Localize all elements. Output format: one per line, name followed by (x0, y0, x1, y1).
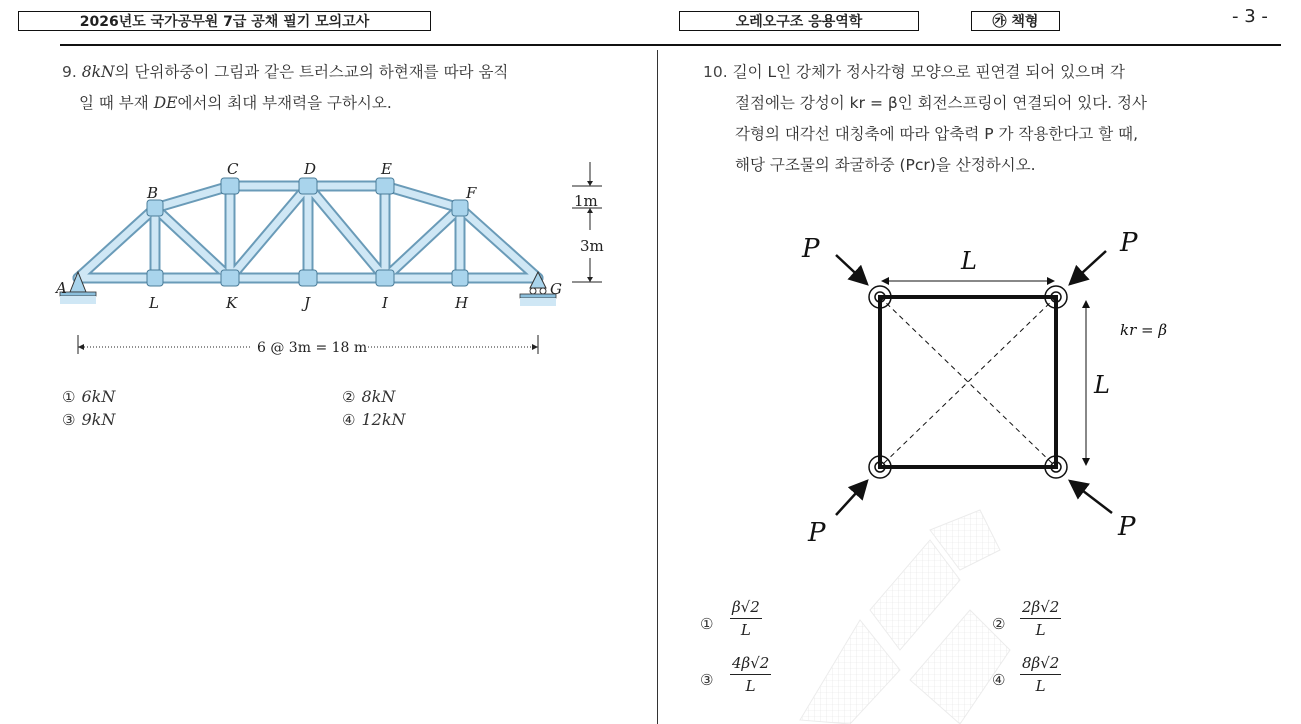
q9-line2 (62, 88, 642, 119)
exam-title: 2026년도 국가공무원 7급 공채 필기 모의고사 (79, 14, 370, 30)
q10-number: 10. (703, 63, 728, 81)
q9-line1 (62, 57, 642, 88)
page-number: - 3 - (1232, 6, 1268, 27)
q10-option-4-circle: ④ (992, 671, 1006, 689)
q10-option-4-denominator: L (1035, 677, 1046, 695)
q10-option-3-mark[interactable] (700, 670, 719, 689)
load-label-tl: P (802, 234, 820, 264)
q10-line1 (703, 57, 1268, 88)
dim-1m-label: 1m (574, 192, 598, 210)
q10-option-4[interactable] (1020, 654, 1061, 695)
q10-option-1-denominator: L (740, 621, 751, 639)
q10-option-4-mark[interactable] (992, 670, 1011, 689)
column-divider (657, 50, 658, 724)
q9-option-3[interactable] (62, 410, 115, 429)
q9-line1-text: 의 단위하중이 그림과 같은 트러스교의 하현재를 따라 움직 (114, 63, 509, 81)
q9-option-2[interactable] (342, 387, 395, 406)
node-label-j: J (304, 294, 311, 312)
q10-line2: 절점에는 강성이 kr = β인 회전스프링이 연결되어 있다. 정사 (735, 94, 1147, 112)
q10-option-3-denominator: L (745, 677, 756, 695)
q9-option-2-value: 8kN (361, 387, 396, 406)
node-label-h: H (455, 294, 469, 312)
q10-line4: 해당 구조물의 좌굴하중 (Pcr)을 산정하시오. (735, 156, 1036, 174)
node-label-i: I (382, 294, 388, 312)
q9-line2-text: 에서의 최대 부재력을 구하시오. (177, 94, 392, 112)
q9-option-2-mark: ② (342, 388, 356, 406)
node-label-f: F (466, 184, 477, 202)
q9-text (62, 57, 642, 119)
node-label-k: K (226, 294, 238, 312)
q9-option-1-value: 6kN (81, 387, 116, 406)
q9-line2-start: 일 때 부재 (79, 94, 154, 112)
watermark (790, 500, 1030, 724)
q10-option-3-numerator: 4β√2 (730, 654, 771, 675)
node-label-e: E (381, 160, 392, 178)
q10-line1-text: 길이 L인 강체가 정사각형 모양으로 핀연결 되어 있으며 각 (732, 63, 1126, 81)
q9-load-value: 8kN (81, 63, 115, 81)
q10-option-4-numerator: 8β√2 (1020, 654, 1061, 675)
q10-option-1-circle: ① (700, 615, 714, 633)
node-label-c: C (227, 160, 239, 178)
q10-option-3[interactable] (730, 654, 771, 695)
q9-option-4[interactable] (342, 410, 406, 429)
height-dimension (572, 162, 602, 282)
header-rule (60, 44, 1281, 46)
right-length-label: L (1094, 371, 1110, 399)
span-label: 6 @ 3m = 18 m (257, 340, 368, 356)
q9-number: 9. (62, 63, 77, 81)
load-label-tr: P (1120, 228, 1138, 258)
booklet-type: ㉮ 책형 (992, 14, 1039, 30)
dim-3m-label: 3m (580, 237, 604, 255)
q10-option-1-numerator: β√2 (730, 598, 762, 619)
q9-option-3-mark: ③ (62, 411, 76, 429)
q10-option-1-mark[interactable] (700, 614, 719, 633)
node-label-l: L (149, 294, 159, 312)
q9-option-3-value: 9kN (81, 410, 116, 429)
q10-line3: 각형의 대각선 대칭축에 따라 압축력 P 가 작용한다고 할 때, (735, 125, 1138, 143)
q9-option-4-value: 12kN (361, 410, 406, 429)
load-label-bl: P (808, 518, 826, 548)
q9-option-4-mark: ④ (342, 411, 356, 429)
q10-option-2-numerator: 2β√2 (1020, 598, 1061, 619)
q9-option-1[interactable] (62, 387, 115, 406)
top-length-label: L (961, 247, 977, 275)
q10-option-1[interactable] (730, 598, 762, 639)
q9-option-1-mark: ① (62, 388, 76, 406)
node-label-b: B (147, 184, 159, 202)
node-label-g: G (550, 280, 562, 298)
subject-box (679, 11, 919, 31)
q10-text (703, 57, 1268, 181)
q9-member: DE (153, 94, 178, 112)
subject-title: 오레오구조 응용역학 (735, 14, 863, 30)
exam-title-box (18, 11, 431, 31)
q10-option-2-circle: ② (992, 615, 1006, 633)
booklet-type-box (971, 11, 1060, 31)
load-label-br: P (1118, 512, 1136, 542)
node-label-a: A (56, 279, 67, 297)
q10-option-2-denominator: L (1035, 621, 1046, 639)
node-label-d: D (304, 160, 317, 178)
q10-option-3-circle: ③ (700, 671, 714, 689)
truss-figure (50, 150, 630, 365)
q10-option-2[interactable] (1020, 598, 1061, 639)
load-arrows (836, 251, 1112, 515)
q10-option-2-mark[interactable] (992, 614, 1011, 633)
spring-stiffness-label: kr = β (1120, 321, 1168, 339)
